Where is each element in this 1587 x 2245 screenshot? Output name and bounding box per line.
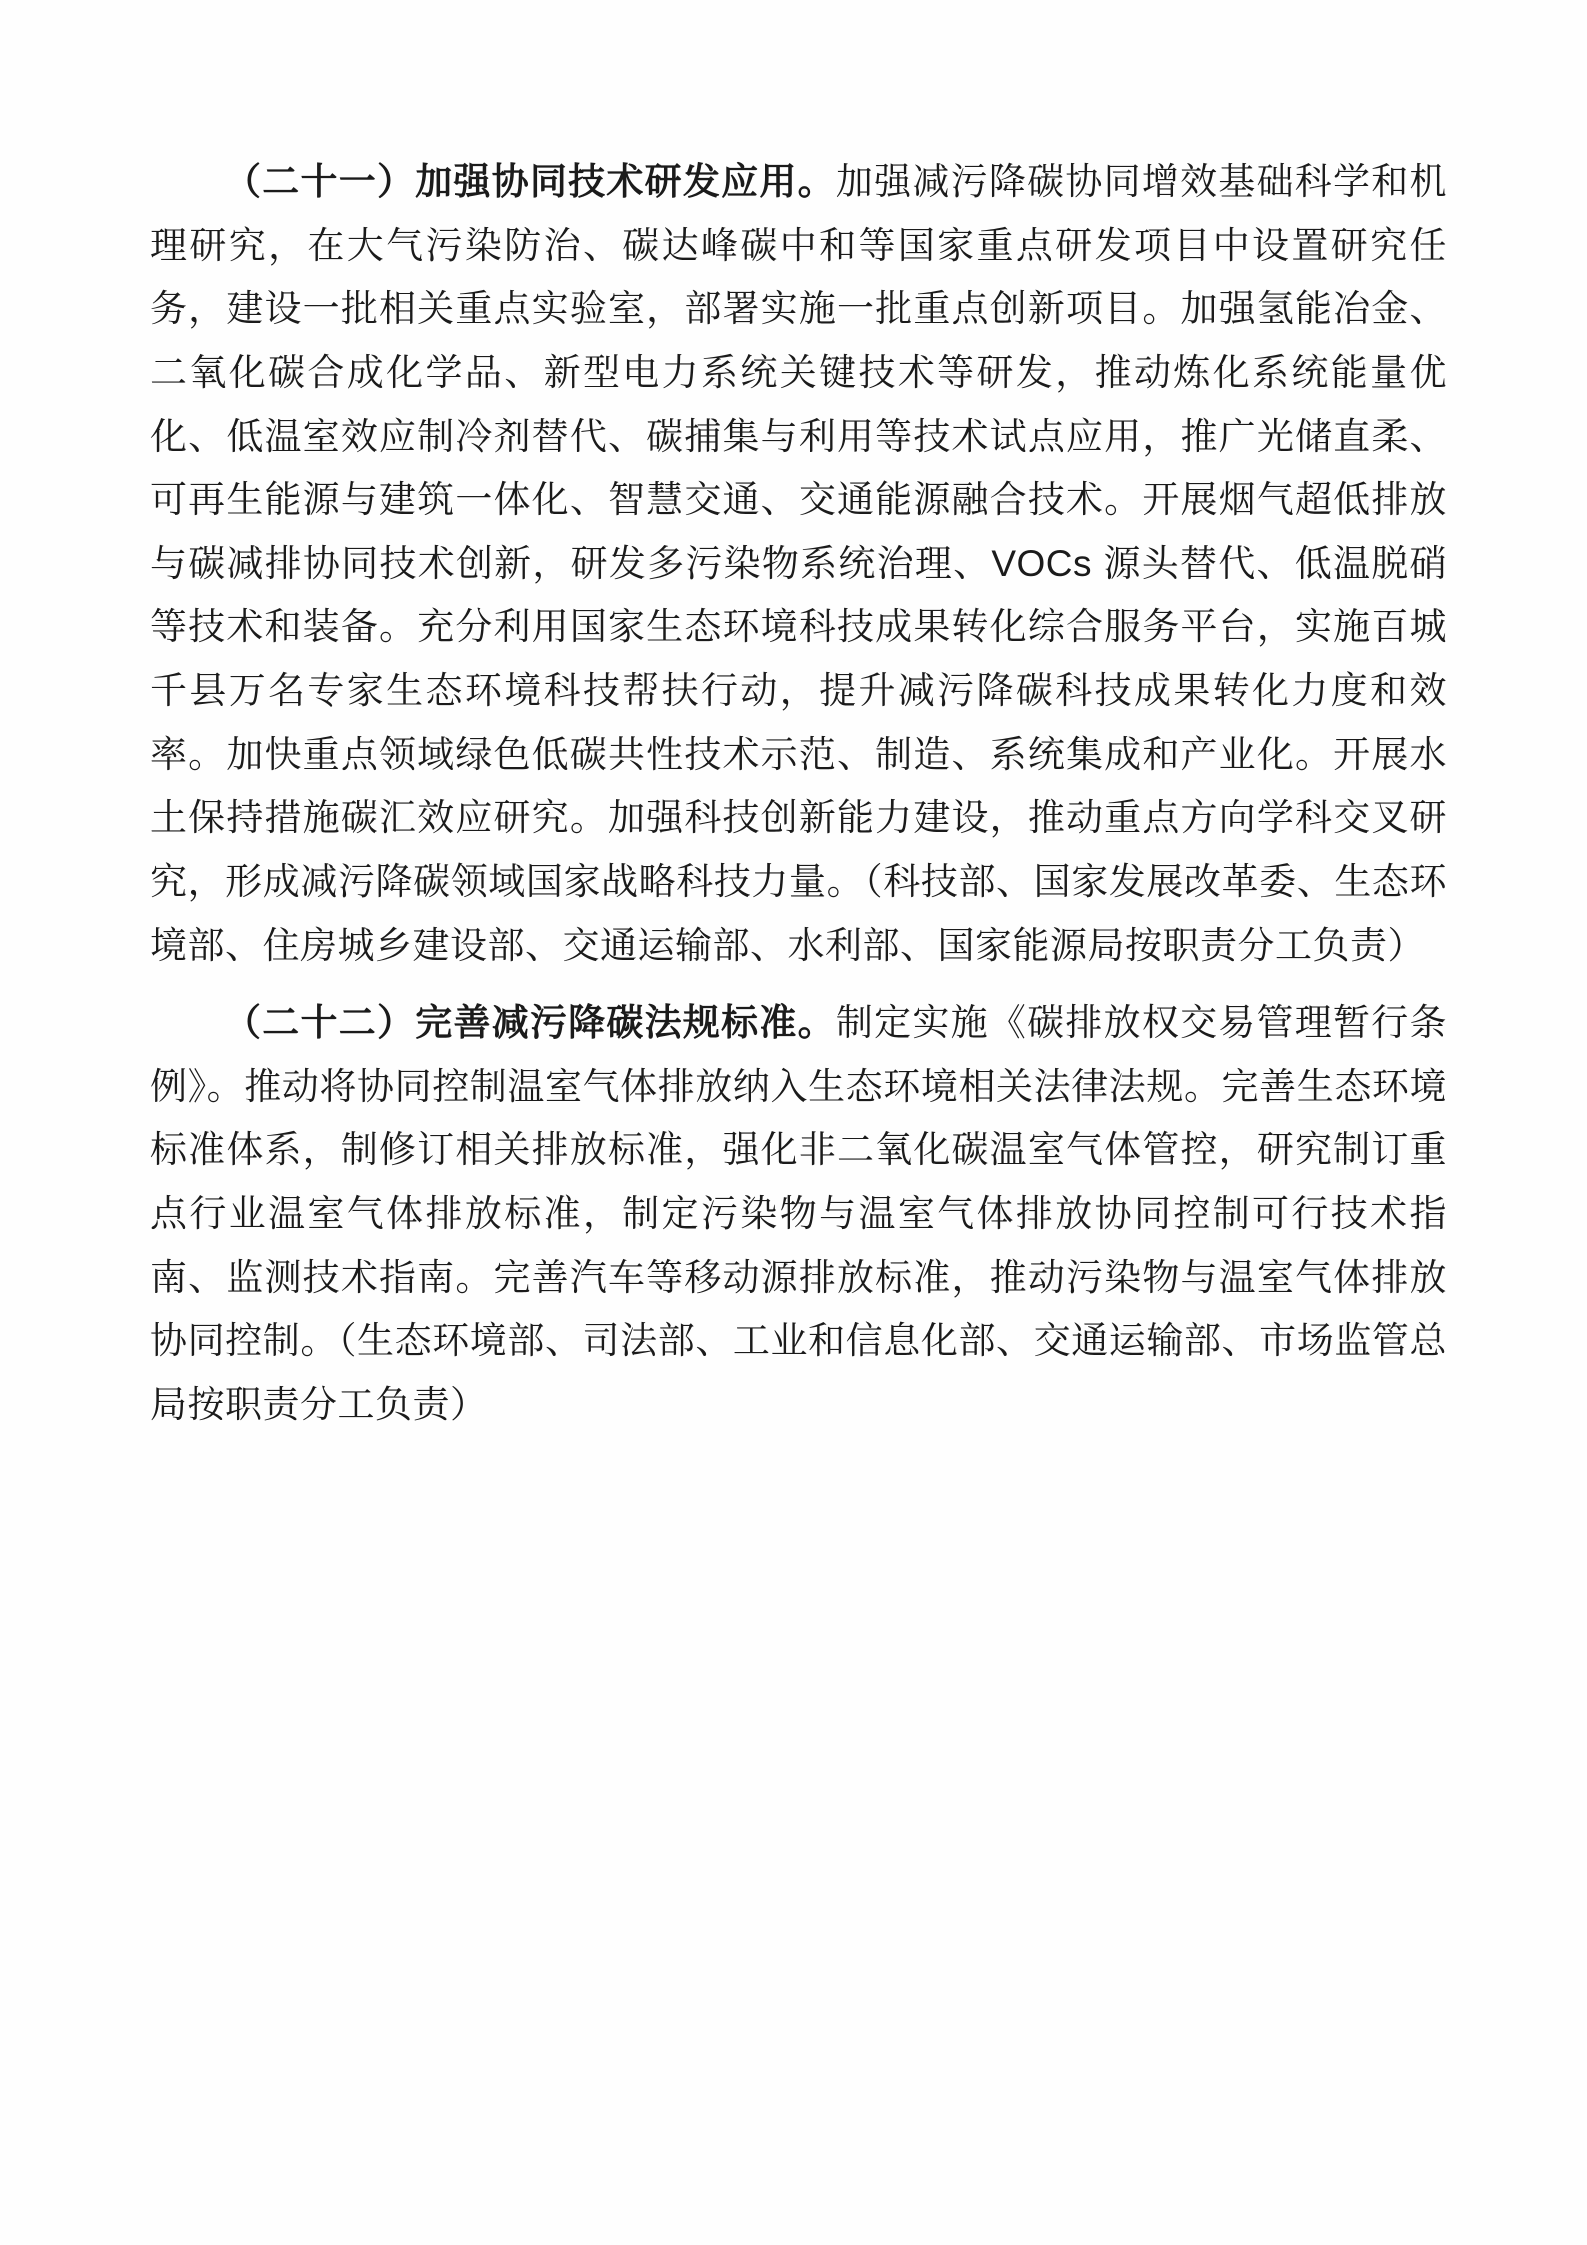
document-body	[150, 150, 1447, 1437]
paragraph-22-number: （二十二）	[224, 1002, 416, 1044]
paragraph-21-number: （二十一）	[224, 161, 416, 202]
paragraph-21-heading: 加强协同技术研发应用。	[415, 161, 836, 202]
paragraph-21-text: 加强减污降碳协同增效基础科学和机理研究，在大气污染防治、碳达峰碳中和等国家重点研发项目中设置研究任务，建设一批相关重点实验室，部署实施一批重点创新项目。加强氢能冶金、二氧化碳合成化学品、新型电力系统关键技术等研发，推动炼化系统能量优化、低温室效应制冷剂替代、碳捕集与利用等技术试点应用，推广光储直柔、可再生能源与建筑一体化、智慧交通、交通能源融合技术。开展烟气超低排放与碳减排协同技术创新，研发多污染物系统治理、VOCs 源头替代、低温脱硝等技术和装备。充分利用国家生态环境科技成果转化综合服务平台，实施百城千县万名专家生态环境科技帮扶行动，提升减污降碳科技成果转化力度和效率。加快重点领域绿色低碳共性技术示范、制造、系统集成和产业化。开展水土保持措施碳汇效应研究。加强科技创新能力建设，推动重点方向学科交叉研究，形成减污降碳领域国家战略科技力量。（科技部、国家发展改革委、生态环境部、住房城乡建设部、交通运输部、水利部、国家能源局按职责分工负责）	[150, 161, 1448, 966]
paragraph-21	[150, 150, 1447, 977]
paragraph-22-heading: 完善减污降碳法规标准。	[415, 1002, 836, 1044]
paragraph-22-text: 制定实施《碳排放权交易管理暂行条例》。推动将协同控制温室气体排放纳入生态环境相关法律法规。完善生态环境标准体系，制修订相关排放标准，强化非二氧化碳温室气体管控，研究制订重点行业温室气体排放标准，制定污染物与温室气体排放协同控制可行技术指南、监测技术指南。完善汽车等移动源排放标准，推动污染物与温室气体排放协同控制。（生态环境部、司法部、工业和信息化部、交通运输部、市场监管总局按职责分工负责）	[150, 1002, 1448, 1425]
paragraph-22	[150, 991, 1447, 1436]
